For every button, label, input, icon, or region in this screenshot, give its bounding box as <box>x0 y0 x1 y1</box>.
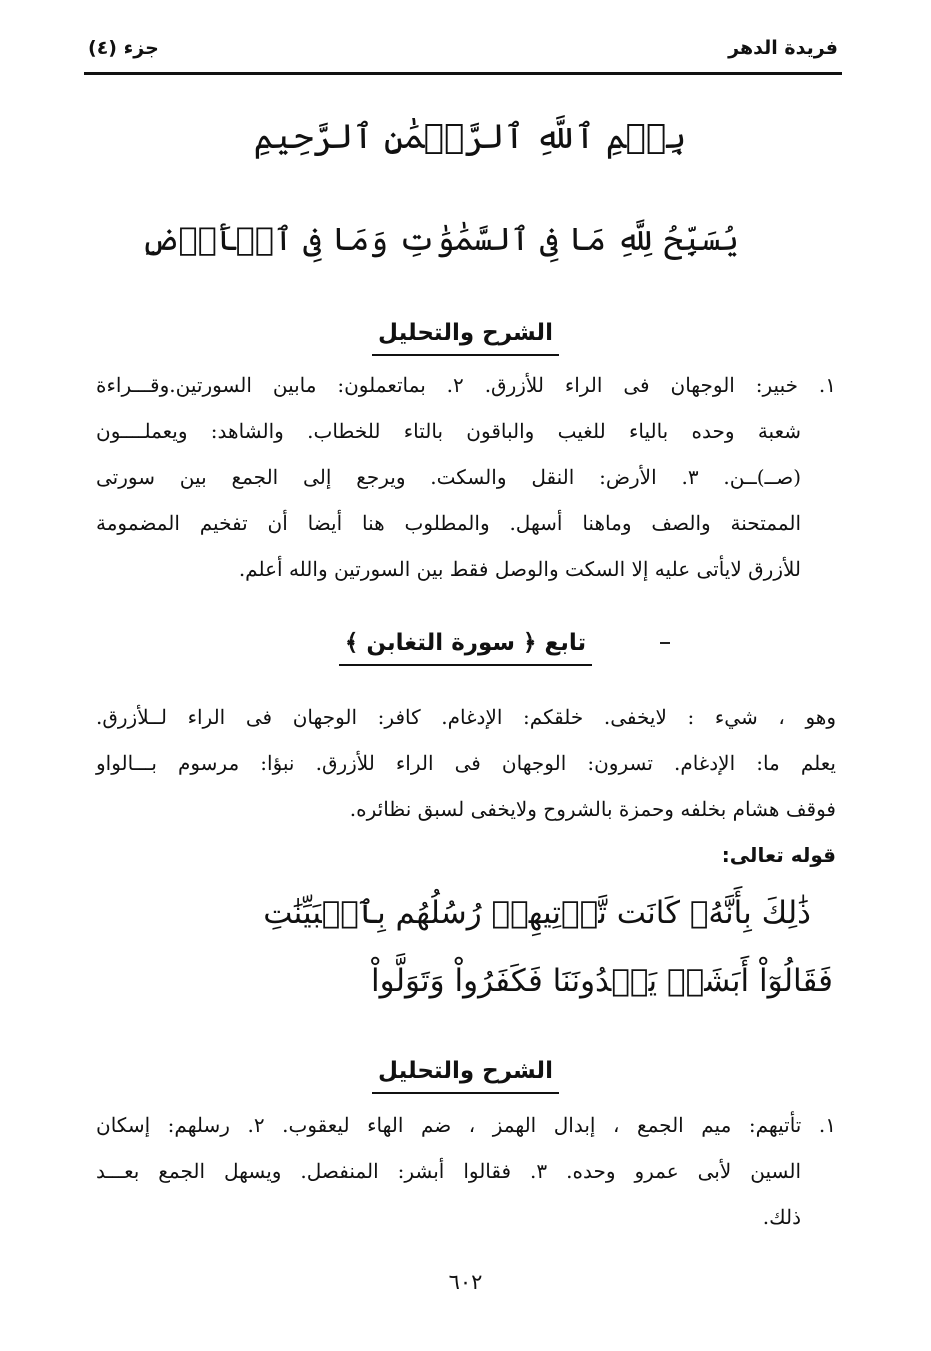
paragraph-line: السين لأبى عمرو وحده. ٣. فقالوا أبشر: المنفصل. ويسهل الجمع بعـــد <box>96 1159 801 1183</box>
part-label: جزء (٤) <box>88 37 159 59</box>
section-title-surah <box>0 626 931 666</box>
paragraph-line: فوقف هشام بخلفه وحمزة بالشروح ولايخفى لسبق نظائره. <box>349 797 836 821</box>
section-title-text: الشرح والتحليل <box>372 316 559 356</box>
quran-verse-2-line-1: ذَٰلِكَ بِأَنَّهُۥ كَانَت تَّأۡتِيهِمۡ رُسُلُهُم بِٱلۡبَيِّنَٰتِ <box>263 895 811 931</box>
quran-verse-1: يُسَبِّحُ لِلَّهِ مَا فِى ٱلسَّمَٰوَٰتِ وَمَا فِى ٱلۡأَرۡضِ <box>140 220 739 258</box>
paragraph-line: شعبة وحده بالياء للغيب والباقون بالتاء للخطاب. والشاهد: ويعملــــون <box>96 419 801 443</box>
paragraph-line: الممتحنة والصف وماهنا أسهل. والمطلوب هنا أيضا أن تفخيم المضمومة <box>96 511 801 535</box>
book-title: فريدة الدهر <box>728 37 838 59</box>
page-number: ٦٠٢ <box>448 1270 483 1294</box>
section-title-explanation-2 <box>0 1054 931 1094</box>
paragraph-line: ذلك. <box>762 1205 801 1229</box>
verse-intro-label: قوله تعالى: <box>721 843 836 867</box>
section-title-explanation-1 <box>0 316 931 356</box>
section-title-text: تابع ﴿ سورة التغابن ﴾ <box>339 626 592 666</box>
surah-commentary-paragraph <box>96 694 836 832</box>
running-header <box>88 30 838 66</box>
header-rule <box>84 72 842 75</box>
paragraph-line: للأزرق لايأتى عليه إلا السكت والوصل فقط بين السورتين والله أعلم. <box>238 557 801 581</box>
basmala: بِسۡمِ ٱللَّهِ ٱلرَّحۡمَٰنِ ٱلرَّحِيمِ <box>253 117 687 157</box>
explanation-paragraph-2 <box>96 1102 836 1240</box>
paragraph-line: يعلم ما: الإدغام. تسرون: الوجهان فى الراء للأزرق. نبؤا: مرسوم بـــالواو <box>96 751 836 775</box>
paragraph-line: (صــ)ــن. ٣. الأرض: النقل والسكت. ويرجع إلى الجمع بين سورتى <box>96 465 801 489</box>
paragraph-line: ١. خبير: الوجهان فى الراء للأزرق. ٢. بماتعملون: مابين السورتين.وقـــراءة <box>96 373 836 397</box>
quran-verse-2-line-2: فَقَالُوٓاْ أَبَشَرٞ يَهۡدُونَنَا فَكَفَرُواْ وَتَوَلَّواْ <box>370 963 833 999</box>
explanation-paragraph-1 <box>96 362 836 592</box>
stray-dash-mark <box>660 642 670 644</box>
section-title-text: الشرح والتحليل <box>372 1054 559 1094</box>
paragraph-line: ١. تأتيهم: ميم الجمع ، إبدال الهمز ، ضم الهاء ليعقوب. ٢. رسلهم: إسكان <box>96 1113 836 1137</box>
paragraph-line: وهو ، شيء : لايخفى. خلقكم: الإدغام. كافر: الوجهان فى الراء لــلأزرق. <box>96 705 836 729</box>
